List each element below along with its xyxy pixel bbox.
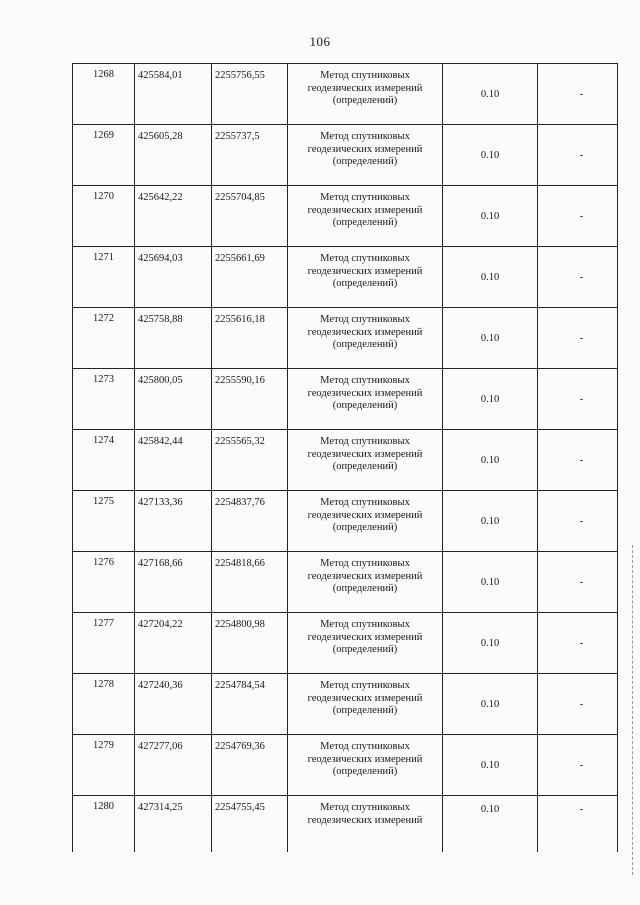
point-number-cell — [73, 247, 135, 308]
coord-x: 427168,66 — [138, 558, 183, 569]
note-dash: - — [579, 698, 584, 710]
note-dash-cell — [538, 613, 618, 674]
method-line: Метод спутниковых — [320, 680, 410, 691]
method-cell — [288, 491, 443, 552]
note-dash-cell — [538, 552, 618, 613]
method-line: Метод спутниковых — [320, 436, 410, 447]
method-line: Метод спутниковых — [320, 131, 410, 142]
method-line: геодезических измерений — [307, 387, 423, 399]
coord-x-cell — [135, 613, 212, 674]
coord-x: 425642,22 — [138, 192, 183, 203]
point-number: 1275 — [93, 496, 114, 507]
note-dash-cell — [538, 674, 618, 735]
coord-x: 427133,36 — [138, 497, 183, 508]
note-dash: - — [579, 576, 584, 588]
coord-y: 2255737,5 — [215, 131, 260, 142]
method-line: (определений) — [332, 339, 398, 350]
point-number-cell — [73, 613, 135, 674]
note-dash: - — [579, 637, 584, 649]
method-cell — [288, 613, 443, 674]
coord-y: 2254837,76 — [215, 497, 265, 508]
coord-y-cell — [212, 308, 288, 369]
note-dash: - — [579, 454, 584, 466]
note-dash-cell — [538, 735, 618, 796]
method-line: геодезических измерений — [307, 326, 423, 338]
table-row — [73, 552, 618, 613]
coord-x: 425800,05 — [138, 375, 183, 386]
coord-x-cell — [135, 552, 212, 613]
accuracy-value-cell — [443, 735, 538, 796]
method-line: геодезических измерений — [307, 82, 423, 94]
accuracy-value: 0.10 — [480, 149, 500, 161]
coord-x-cell — [135, 796, 212, 853]
method-line: (определений) — [332, 95, 398, 106]
method-line: Метод спутниковых — [320, 375, 410, 386]
coord-y: 2255756,55 — [215, 70, 265, 81]
point-number-cell — [73, 552, 135, 613]
scan-edge-line — [632, 545, 634, 875]
coord-y-cell — [212, 796, 288, 853]
method-cell — [288, 369, 443, 430]
coord-x-cell — [135, 308, 212, 369]
coord-y: 2255565,32 — [215, 436, 265, 447]
accuracy-value-cell — [443, 308, 538, 369]
method-cell — [288, 430, 443, 491]
note-dash: - — [579, 515, 584, 527]
method-line: (определений) — [332, 583, 398, 594]
coordinates-table — [72, 63, 618, 852]
table-body — [73, 64, 618, 853]
method-line: геодезических измерений — [307, 204, 423, 216]
coord-y: 2254800,98 — [215, 619, 265, 630]
accuracy-value: 0.10 — [480, 454, 500, 466]
table-row — [73, 491, 618, 552]
note-dash-cell — [538, 247, 618, 308]
note-dash-cell — [538, 491, 618, 552]
method-line: геодезических измерений — [307, 631, 423, 643]
coord-y: 2254755,45 — [215, 802, 265, 813]
accuracy-value-cell — [443, 247, 538, 308]
method-cell — [288, 552, 443, 613]
table-row — [73, 308, 618, 369]
accuracy-value: 0.10 — [480, 210, 500, 222]
point-number: 1273 — [93, 374, 114, 385]
method-line: Метод спутниковых — [320, 253, 410, 264]
coord-x: 425605,28 — [138, 131, 183, 142]
note-dash-cell — [538, 64, 618, 125]
point-number: 1279 — [93, 740, 114, 751]
method-cell — [288, 64, 443, 125]
accuracy-value-cell — [443, 369, 538, 430]
method-line: Метод спутниковых — [320, 314, 410, 325]
note-dash: - — [579, 271, 584, 283]
method-line: геодезических измерений — [307, 448, 423, 460]
method-line: (определений) — [332, 644, 398, 655]
note-dash: - — [579, 393, 584, 405]
table-row — [73, 369, 618, 430]
note-dash: - — [579, 804, 584, 815]
coord-x: 427314,25 — [138, 802, 183, 813]
coord-y-cell — [212, 491, 288, 552]
method-line: (определений) — [332, 522, 398, 533]
method-cell — [288, 186, 443, 247]
coord-y-cell — [212, 735, 288, 796]
table-row — [73, 735, 618, 796]
accuracy-value: 0.10 — [480, 271, 500, 283]
accuracy-value-cell — [443, 430, 538, 491]
table-row — [73, 613, 618, 674]
method-line: Метод спутниковых — [320, 497, 410, 508]
point-number: 1268 — [93, 69, 114, 80]
accuracy-value-cell — [443, 552, 538, 613]
note-dash: - — [579, 149, 584, 161]
accuracy-value: 0.10 — [480, 576, 500, 588]
point-number-cell — [73, 735, 135, 796]
page-number: 106 — [309, 34, 331, 49]
method-cell — [288, 735, 443, 796]
method-line: Метод спутниковых — [320, 741, 410, 752]
coord-y-cell — [212, 64, 288, 125]
coord-y-cell — [212, 430, 288, 491]
accuracy-value: 0.10 — [480, 698, 500, 710]
method-line: Метод спутниковых — [320, 619, 410, 630]
method-line: геодезических измерений — [307, 814, 423, 826]
point-number: 1280 — [93, 801, 114, 812]
method-line: (определений) — [332, 461, 398, 472]
point-number-cell — [73, 674, 135, 735]
coord-x-cell — [135, 491, 212, 552]
note-dash: - — [579, 210, 584, 222]
method-line: геодезических измерений — [307, 143, 423, 155]
method-line: Метод спутниковых — [320, 558, 410, 569]
point-number-cell — [73, 186, 135, 247]
accuracy-value-cell — [443, 125, 538, 186]
table-row — [73, 64, 618, 125]
coord-x-cell — [135, 247, 212, 308]
note-dash-cell — [538, 369, 618, 430]
point-number: 1274 — [93, 435, 114, 446]
coord-x-cell — [135, 369, 212, 430]
coord-y-cell — [212, 186, 288, 247]
coord-x-cell — [135, 674, 212, 735]
accuracy-value: 0.10 — [480, 88, 500, 100]
accuracy-value-cell — [443, 64, 538, 125]
method-line: геодезических измерений — [307, 509, 423, 521]
table-row — [73, 186, 618, 247]
method-line: (определений) — [332, 766, 398, 777]
coord-y-cell — [212, 247, 288, 308]
point-number: 1271 — [93, 252, 114, 263]
method-line: геодезических измерений — [307, 753, 423, 765]
method-line: (определений) — [332, 705, 398, 716]
point-number: 1270 — [93, 191, 114, 202]
method-line: геодезических измерений — [307, 692, 423, 704]
table-row — [73, 674, 618, 735]
coord-x-cell — [135, 186, 212, 247]
point-number: 1272 — [93, 313, 114, 324]
note-dash-cell — [538, 308, 618, 369]
note-dash: - — [579, 759, 584, 771]
coord-x-cell — [135, 430, 212, 491]
accuracy-value-cell — [443, 491, 538, 552]
coord-y: 2254818,66 — [215, 558, 265, 569]
coord-x: 425584,01 — [138, 70, 183, 81]
coord-x: 425842,44 — [138, 436, 183, 447]
method-line: (определений) — [332, 217, 398, 228]
method-cell — [288, 247, 443, 308]
coord-x: 425758,88 — [138, 314, 183, 325]
accuracy-value-cell — [443, 186, 538, 247]
point-number-cell — [73, 64, 135, 125]
method-line: (определений) — [332, 400, 398, 411]
accuracy-value-cell — [443, 674, 538, 735]
method-line: геодезических измерений — [307, 265, 423, 277]
coord-y-cell — [212, 613, 288, 674]
accuracy-value: 0.10 — [480, 804, 500, 815]
coord-y-cell — [212, 674, 288, 735]
method-cell — [288, 308, 443, 369]
note-dash-cell — [538, 430, 618, 491]
point-number: 1278 — [93, 679, 114, 690]
coord-y-cell — [212, 369, 288, 430]
table-row — [73, 247, 618, 308]
coord-y: 2255704,85 — [215, 192, 265, 203]
coord-y-cell — [212, 552, 288, 613]
note-dash: - — [579, 332, 584, 344]
method-line: Метод спутниковых — [320, 70, 410, 81]
accuracy-value: 0.10 — [480, 332, 500, 344]
method-line: Метод спутниковых — [320, 192, 410, 203]
coord-x: 427277,06 — [138, 741, 183, 752]
accuracy-value: 0.10 — [480, 515, 500, 527]
point-number: 1276 — [93, 557, 114, 568]
coord-x: 427204,22 — [138, 619, 183, 630]
accuracy-value-cell — [443, 796, 538, 853]
method-cell — [288, 674, 443, 735]
coord-y: 2255616,18 — [215, 314, 265, 325]
point-number: 1269 — [93, 130, 114, 141]
coord-y-cell — [212, 125, 288, 186]
coord-y: 2255590,16 — [215, 375, 265, 386]
method-line: (определений) — [332, 278, 398, 289]
method-line: (определений) — [332, 156, 398, 167]
coord-y: 2255661,69 — [215, 253, 265, 264]
coord-x-cell — [135, 735, 212, 796]
point-number-cell — [73, 491, 135, 552]
accuracy-value: 0.10 — [480, 393, 500, 405]
coord-y: 2254769,36 — [215, 741, 265, 752]
table-row — [73, 796, 618, 853]
note-dash-cell — [538, 796, 618, 853]
table-row — [73, 125, 618, 186]
note-dash-cell — [538, 186, 618, 247]
point-number-cell — [73, 430, 135, 491]
accuracy-value-cell — [443, 613, 538, 674]
method-line: геодезических измерений — [307, 570, 423, 582]
point-number-cell — [73, 308, 135, 369]
coord-x: 425694,03 — [138, 253, 183, 264]
point-number: 1277 — [93, 618, 114, 629]
accuracy-value: 0.10 — [480, 759, 500, 771]
point-number-cell — [73, 125, 135, 186]
point-number-cell — [73, 796, 135, 853]
note-dash: - — [579, 88, 584, 100]
table-row — [73, 430, 618, 491]
method-cell — [288, 796, 443, 853]
method-line: Метод спутниковых — [320, 802, 410, 813]
point-number-cell — [73, 369, 135, 430]
coord-x: 427240,36 — [138, 680, 183, 691]
coord-x-cell — [135, 64, 212, 125]
note-dash-cell — [538, 125, 618, 186]
coord-x-cell — [135, 125, 212, 186]
accuracy-value: 0.10 — [480, 637, 500, 649]
method-cell — [288, 125, 443, 186]
coord-y: 2254784,54 — [215, 680, 265, 691]
